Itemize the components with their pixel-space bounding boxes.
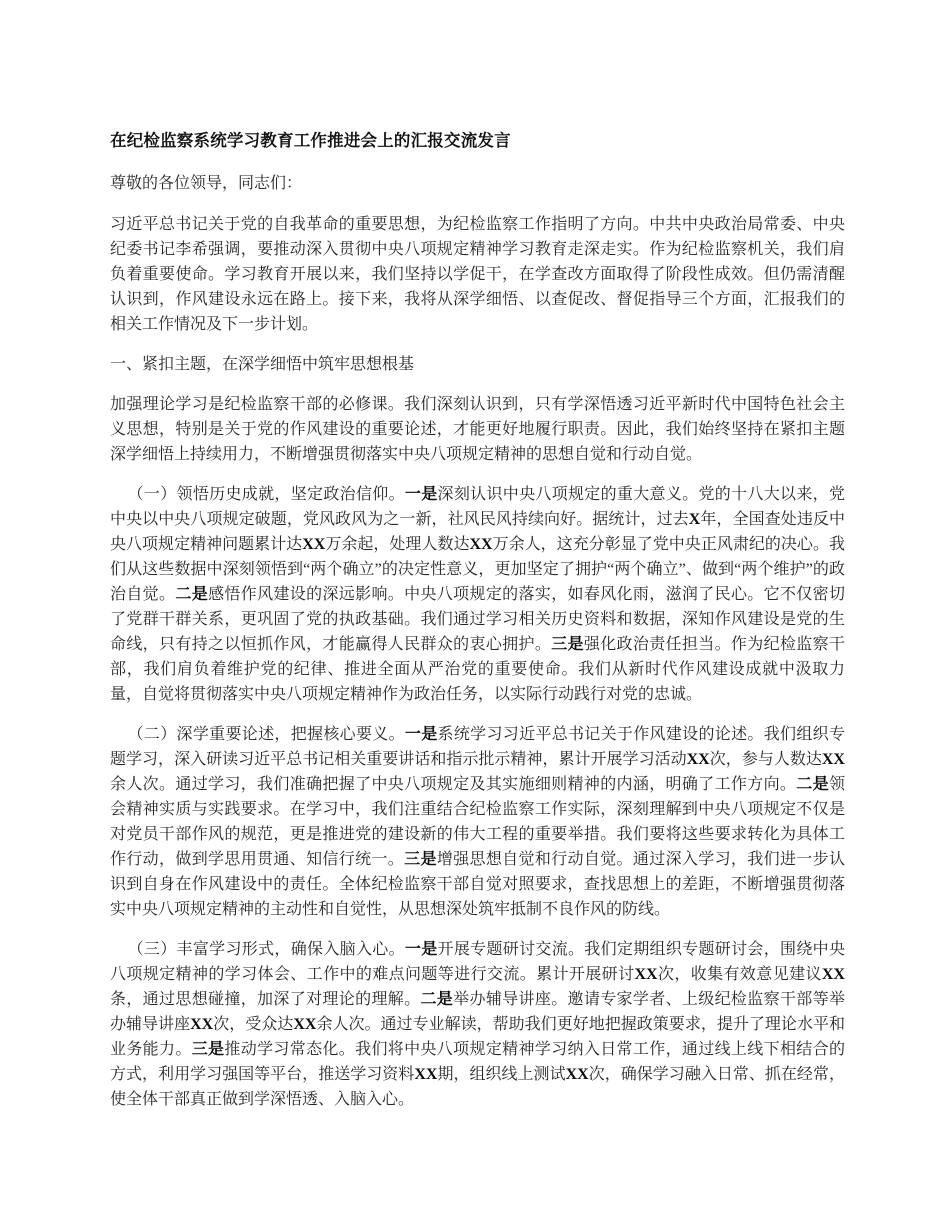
sub-three-point3-text-b: 期，组织线上测试 (437, 1066, 566, 1083)
subsection-one-label: （一）领悟历史成就，坚定政治信仰。 (127, 486, 405, 503)
sub-one-point3-marker: 三是 (551, 636, 584, 653)
subsection-three-label: （三）丰富学习形式，确保入脑入心。 (127, 941, 405, 958)
sub-three-point1-marker: 一是 (404, 941, 438, 958)
sub-three-point3-text-c: 次，确保学习融入日常、抓在经常，使全体干部真正做到学深悟透、入脑入心。 (110, 1066, 845, 1108)
sub-two-point1-text-c: 余人次。通过学习，我们准确把握了中央八项规定及其实施细则精神的内涵，明确了工作方向。 (110, 776, 797, 793)
sub-three-point2-marker: 二是 (420, 991, 454, 1008)
sub-three-point2-text-c: 余人次。通过专业解读，帮助我们更好地把握政策要求，提升了理论水平和业务能力。 (110, 1016, 845, 1058)
salutation: 尊敬的各位领导，同志们： (110, 175, 303, 192)
sub-three-point3-num2: XX (565, 1066, 589, 1083)
sub-two-point1-num2: XX (821, 751, 845, 768)
section-heading-one: 一、紧扣主题，在深学细悟中筑牢思想根基 (110, 356, 415, 373)
sub-two-point1-num1: XX (686, 751, 710, 768)
sub-two-point2-text: 领会精神实质与实践要求。在学习中，我们注重结合纪检监察工作实际，深刻理解到中央八项规定不仅是对党员干部作风的规范，更是推进党的建设新的伟大工程的重要举措。我们要将这些要求转化为具体工作行动，做到学思用贯通、知信行统一。 (110, 776, 845, 868)
subsection-two-label: （二）深学重要论述，把握核心要义。 (127, 726, 405, 743)
section-one-lead-paragraph: 加强理论学习是纪检监察干部的必修课。我们深刻认识到，只有学深悟透习近平新时代中国特色社会主义思想，特别是关于党的作风建设的重要论述，才能更好地履行职责。因此，我们始终坚持在紧扣主题深学细悟上持续用力，不断增强贯彻落实中央八项规定精神的思想自觉和行动自觉。 (110, 396, 845, 463)
sub-three-point1-text-c: 条，通过思想碰撞，加深了对理论的理解。 (110, 991, 421, 1008)
sub-three-point1-text-b: 次，收集有效意见建议 (657, 966, 822, 983)
sub-one-point1-num2: XX (302, 536, 326, 553)
sub-one-point1-num3: XX (469, 536, 493, 553)
sub-three-point2-text-b: 次，受众达 (213, 1016, 294, 1033)
sub-one-point1-marker: 一是 (404, 486, 438, 503)
sub-one-point3-text: 强化政治责任担当。作为纪检监察干部，我们肩负着维护党的纪律、推进全面从严治党的重要使命。我们从新时代作风建设成就中汲取力量，自觉将贯彻落实中央八项规定精神作为政治任务，以实际行动践行对党的忠诚。 (110, 636, 845, 703)
sub-one-point2-marker: 二是 (175, 586, 209, 603)
sub-two-point1-marker: 一是 (404, 726, 438, 743)
page-title: 在纪检监察系统学习教育工作推进会上的汇报交流发言 (110, 131, 511, 150)
sub-three-point1-text-a: 开展专题研讨交流。我们定期组织专题研讨会，围绕中央八项规定精神的学习体会、工作中的难点问题等进行交流。累计开展研讨 (110, 941, 845, 983)
sub-one-point1-text-d: 万余人，这充分彰显了党中央正风肃纪的决心。我们从这些数据中深刻领悟到“两个确立”的决定性意义，更加坚定了拥护“两个确立”、做到“两个维护”的政治自觉。 (110, 536, 845, 603)
sub-three-point2-num1: XX (190, 1016, 214, 1033)
sub-three-point2-num2: XX (293, 1016, 317, 1033)
sub-two-point1-text-a: 系统学习习近平总书记关于作风建设的论述。我们组织专题学习，深入研读习近平总书记相关重要讲话和指示批示精神，累计开展学习活动 (110, 726, 845, 768)
sub-three-point2-text-a: 举办辅导讲座。邀请专家学者、上级纪检监察干部等举办辅导讲座 (110, 991, 845, 1033)
sub-three-point3-marker: 三是 (191, 1041, 225, 1058)
sub-one-point1-text-b: 年，全国查处违反中央八项规定精神问题累计达 (110, 511, 845, 553)
sub-two-point1-text-b: 次，参与人数达 (709, 751, 822, 768)
sub-three-point1-num1: XX (634, 966, 658, 983)
sub-three-point3-text-a: 推动学习常态化。我们将中央八项规定精神学习纳入日常工作，通过线上线下相结合的方式，利用学习强国等平台，推送学习资料 (110, 1041, 845, 1083)
sub-one-point2-text: 感悟作风建设的深远影响。中央八项规定的落实，如春风化雨，滋润了民心。它不仅密切了党群干群关系，更巩固了党的执政基础。我们通过学习相关历史资料和数据，深知作风建设是党的生命线，只有持之以恒抓作风，才能赢得人民群众的衷心拥护。 (110, 586, 845, 653)
opening-paragraph: 习近平总书记关于党的自我革命的重要思想，为纪检监察工作指明了方向。中共中央政治局常委、中央纪委书记李希强调，要推动深入贯彻中央八项规定精神学习教育走深走实。作为纪检监察机关，我们肩负着重要使命。学习教育开展以来，我们坚持以学促干，在学查改方面取得了阶段性成效。但仍需清醒认识到，作风建设永远在路上。接下来，我将从深学细悟、以查促改、督促指导三个方面，汇报我们的相关工作情况及下一步计划。 (110, 216, 845, 333)
sub-three-point3-num1: XX (414, 1066, 438, 1083)
sub-one-point1-num1: X (688, 511, 701, 528)
sub-one-point1-text-c: 万余起，处理人数达 (325, 536, 470, 553)
sub-one-point1-text-a: 深刻认识中央八项规定的重大意义。党的十八大以来，党中央以中央八项规定破题，党风政风为之一新，社风民风持续向好。据统计，过去 (110, 486, 845, 528)
sub-three-point1-num2: XX (821, 966, 845, 983)
sub-two-point3-marker: 三是 (404, 851, 437, 868)
sub-two-point3-text: 增强思想自觉和行动自觉。通过深入学习，我们进一步认识到自身在作风建设中的责任。全体纪检监察干部自觉对照要求，查找思想上的差距，不断增强贯彻落实中央八项规定精神的主动性和自觉性，从思想深处筑牢抵制不良作风的防线。 (110, 851, 845, 918)
sub-two-point2-marker: 二是 (796, 776, 829, 793)
subsection-one-paragraph (110, 482, 845, 707)
subsection-two-paragraph (110, 722, 845, 922)
subsection-three-paragraph (110, 937, 845, 1112)
